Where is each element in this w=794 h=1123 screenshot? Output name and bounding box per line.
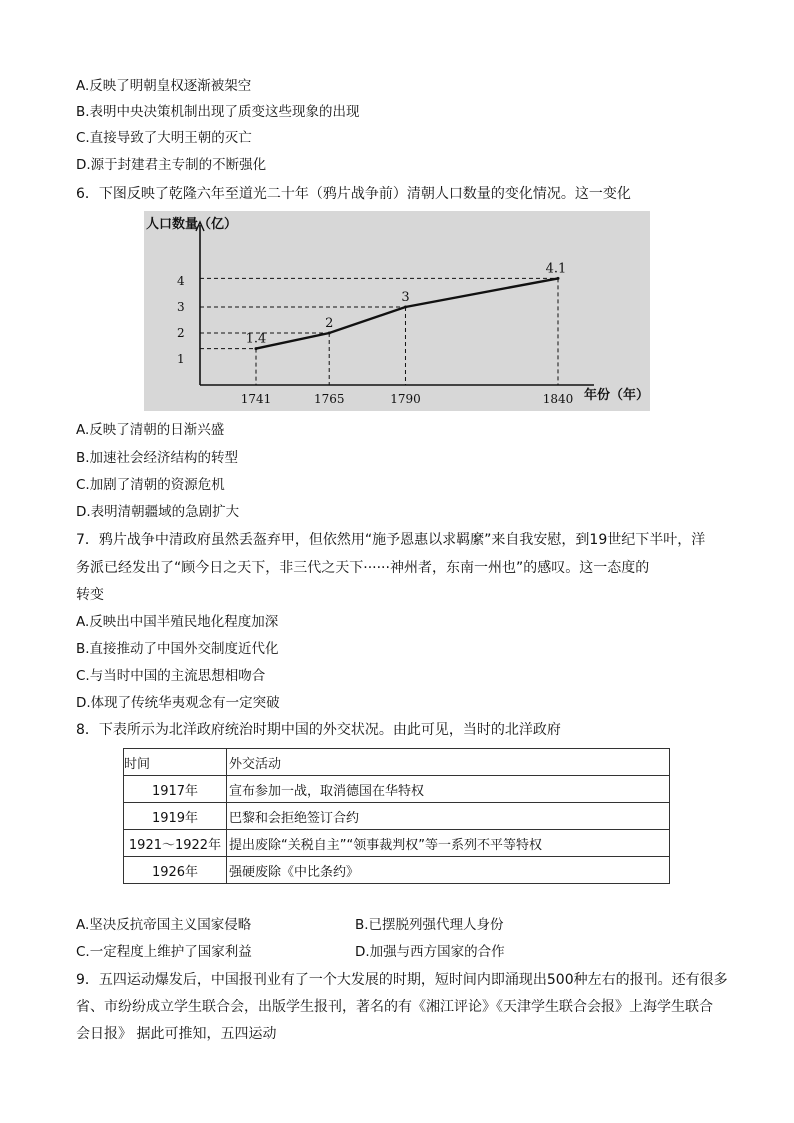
table-header-row xyxy=(124,749,670,776)
q9-stem-line-3: 会日报》 据此可推知，五四运动 xyxy=(76,1026,277,1042)
table-cell-activity: 宣布参加一战，取消德国在华特权 xyxy=(227,776,670,803)
table-cell-activity: 强硬废除《中比条约》 xyxy=(227,857,670,884)
data-point xyxy=(557,277,560,280)
q6-option-d: D.表明清朝疆域的急剧扩大 xyxy=(76,504,240,520)
q8-stem: 8．下表所示为北洋政府统治时期中国的外交状况。由此可见，当时的北洋政府 xyxy=(76,722,561,738)
q5-option-c: C.直接导致了大明王朝的灭亡 xyxy=(76,130,252,146)
table-cell-activity: 提出废除“关税自主”“领事裁判权”等一系列不平等特权 xyxy=(227,830,670,857)
q8-option-b: B.已摆脱列强代理人身份 xyxy=(355,917,504,933)
y-tick-label: 2 xyxy=(177,326,185,340)
q7-stem-line-1: 7．鸦片战争中清政府虽然丢盔弃甲，但依然用“施予恩惠以求羁縻”来自我安慰，到19世纪下半叶，洋 xyxy=(76,532,706,548)
data-point xyxy=(255,347,258,350)
table-row xyxy=(124,830,670,857)
q6-option-b: B.加速社会经济结构的转型 xyxy=(76,450,239,466)
x-tick-label: 1840 xyxy=(542,392,574,406)
q5-option-d: D.源于封建君主专制的不断强化 xyxy=(76,157,267,173)
q8-option-a: A.坚决反抗帝国主义国家侵略 xyxy=(76,917,252,933)
table-header-activity: 外交活动 xyxy=(227,749,670,776)
data-label: 2 xyxy=(325,316,334,331)
table-row xyxy=(124,803,670,830)
data-point xyxy=(404,306,407,309)
q7-option-b: B.直接推动了中国外交制度近代化 xyxy=(76,641,279,657)
table-cell-activity: 巴黎和会拒绝签订合约 xyxy=(227,803,670,830)
q6-option-c: C.加剧了清朝的资源危机 xyxy=(76,477,225,493)
population-chart xyxy=(144,211,650,411)
table-row xyxy=(124,857,670,884)
x-tick-label: 1741 xyxy=(240,392,272,406)
y-tick-label: 4 xyxy=(177,274,185,288)
y-tick-label: 1 xyxy=(177,352,185,366)
data-label: 3 xyxy=(401,290,410,305)
x-tick-label: 1765 xyxy=(313,392,345,406)
diplomacy-table xyxy=(123,748,670,884)
table-cell-time: 1919年 xyxy=(124,803,227,830)
q9-stem-line-1: 9．五四运动爆发后，中国报刊业有了一个大发展的时期，短时间内即涌现出500种左右的报刊。还有很多 xyxy=(76,972,728,988)
q9-stem-line-2: 省、市纷纷成立学生联合会，出版学生报刊，著名的有《湘江评论》《天津学生联合会报》上海学生联合 xyxy=(76,999,713,1015)
table-cell-time: 1926年 xyxy=(124,857,227,884)
data-label: 1.4 xyxy=(245,331,267,347)
q6-option-a: A.反映了清朝的日渐兴盛 xyxy=(76,422,225,438)
q7-option-a: A.反映出中国半殖民地化程度加深 xyxy=(76,614,279,630)
table-header-time: 时间 xyxy=(124,749,227,776)
q7-stem-line-2: 务派已经发出了“顾今日之天下，非三代之天下······神州者，东南一州也”的感叹。这一态度的 xyxy=(76,560,650,576)
q8-option-d: D.加强与西方国家的合作 xyxy=(355,944,505,960)
series-line xyxy=(256,278,558,348)
y-axis-label: 人口数量（亿） xyxy=(146,217,238,232)
x-axis-label: 年份（年） xyxy=(584,388,650,403)
q7-stem-line-3: 转变 xyxy=(76,587,104,603)
q5-option-a: A.反映了明朝皇权逐渐被架空 xyxy=(76,78,252,94)
q8-option-c: C.一定程度上维护了国家利益 xyxy=(76,944,252,960)
q5-option-b: B.表明中央决策机制出现了质变这些现象的出现 xyxy=(76,104,360,120)
x-tick-label: 1790 xyxy=(390,392,421,406)
table-cell-time: 1917年 xyxy=(124,776,227,803)
data-label: 4.1 xyxy=(545,261,567,277)
q7-option-d: D.体现了传统华夷观念有一定突破 xyxy=(76,695,280,711)
data-point xyxy=(328,332,331,335)
y-tick-label: 3 xyxy=(177,300,185,314)
population-chart-svg xyxy=(144,211,650,411)
q6-stem: 6．下图反映了乾隆六年至道光二十年（鸦片战争前）清朝人口数量的变化情况。这一变化 xyxy=(76,186,631,202)
table-row xyxy=(124,776,670,803)
table-cell-time: 1921～1922年 xyxy=(124,830,227,857)
q7-option-c: C.与当时中国的主流思想相吻合 xyxy=(76,668,266,684)
